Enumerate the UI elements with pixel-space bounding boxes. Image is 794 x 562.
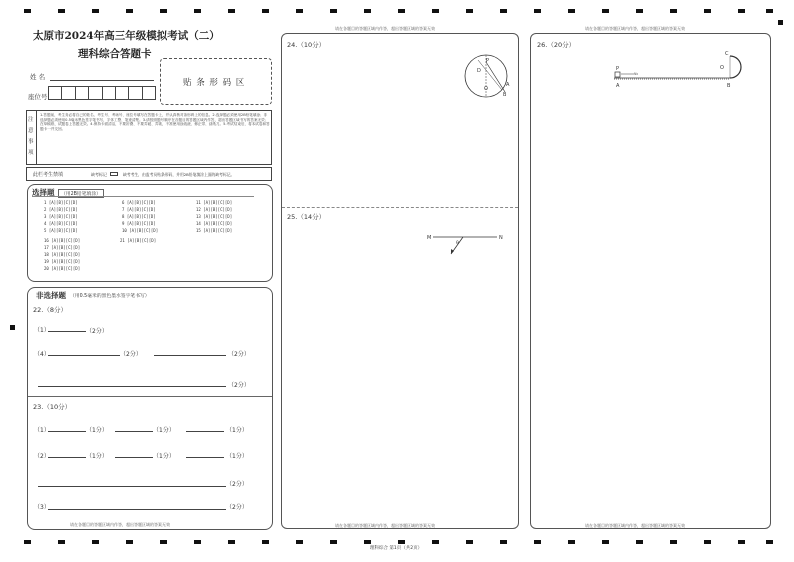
q23-part2-answer-a[interactable] [48,457,86,458]
q26-letter: P [616,66,620,72]
choice-title: 选择题 [32,188,55,197]
choice-divider [32,196,254,197]
choice-row[interactable]: 19 [A][B][C][D] [44,259,81,264]
q23-part2-score-a: （1分） [86,453,108,460]
q26-diagram [610,48,750,90]
notice-label: 注意事项 [28,117,34,156]
q22-part4-answer-a[interactable] [48,355,120,356]
choice-row[interactable]: 12 [A][B][C][D] [196,207,233,212]
q23-part2-answer-d[interactable] [38,486,226,487]
q25-letter: θ [456,241,459,246]
choice-row[interactable]: 10 [A][B][C][D] [122,228,159,233]
seat-number-boxes[interactable] [48,86,156,100]
q26-letter: C [725,51,729,57]
q23-part2-score-c: （1分） [226,453,248,460]
nonchoice-hint: （用0.5毫米的黑色墨水签字笔书写） [70,294,150,299]
seat-label: 座位号 [28,93,48,101]
q24-diagram [458,52,518,102]
choice-row[interactable]: 7 [A][B][C][D] [122,207,156,212]
absent-hint: 缺考标记 [91,172,107,177]
q23-part2-score-d: （2分） [226,481,248,488]
choice-row[interactable]: 16 [A][B][C][D] [44,238,81,243]
choice-row[interactable]: 6 [A][B][C][D] [122,200,156,205]
absent-box [26,167,272,181]
page-footer: 理科综合 第1页（共2页） [370,546,423,551]
barcode-label: 贴 条 形 码 区 [183,78,246,88]
choice-row[interactable]: 14 [A][B][C][D] [196,221,233,226]
q23-part1: （1） [34,427,50,434]
choice-row[interactable]: 13 [A][B][C][D] [196,214,233,219]
q25-letter: M [427,235,432,241]
q22-q23-divider [28,396,272,397]
absent-label: 此栏考生禁填 [33,172,64,178]
q26-label: 26.（20分） [537,41,576,49]
q26-letter: A [616,83,620,89]
choice-row[interactable]: 5 [A][B][C][D] [44,228,78,233]
choice-row[interactable]: 9 [A][B][C][D] [122,221,156,226]
q23-part2-score-b: （1分） [153,453,175,460]
q22-part4-answer-c[interactable] [38,386,226,387]
q22-part4-score-b: （2分） [228,351,250,358]
right-top-warning: 请在各题目的答题区域内作答，超出答题区域的答案无效 [585,26,685,31]
choice-row[interactable]: 4 [A][B][C][D] [44,221,78,226]
notice-text: 1.答题前，考生务必将自己的姓名、考生号、考场号、座位号填写在答题卡上，并认真核对条形码上的信息。2.选择题必须使用2B铅笔填涂；非选择题必须使用0.5毫米黑色签字笔书写，字体工整、笔迹清楚。3.请按照题号顺序在各题目的答题区域内作答，超出答题区域书写的答案无效；在草稿纸、试题卷上答题无效。4.保持卡面清洁，不要折叠、不要弄破、弄皱，不准使用涂改液、修正带、刮纸刀。5.考试结束后，将本试卷和答题卡一并交回。 [40,113,270,131]
notice-box [26,110,272,165]
q24-letter: B [503,92,507,98]
card-subtitle: 理科综合答题卡 [78,48,152,60]
choice-row[interactable]: 17 [A][B][C][D] [44,245,81,250]
choice-row[interactable]: 18 [A][B][C][D] [44,252,81,257]
name-field[interactable] [50,80,154,81]
q22-part4-answer-b[interactable] [154,355,226,356]
q24-label: 24.（10分） [287,41,326,49]
q22-part1: （1） [34,327,50,334]
q22-part4: （4） [34,351,50,358]
q23-part1-answer-b[interactable] [115,431,153,432]
q23-part1-score-c: （1分） [226,427,248,434]
q24-letter: A [506,82,510,88]
choice-row[interactable]: 1 [A][B][C][D] [44,200,78,205]
q23-part3: （3） [34,504,50,511]
nonchoice-title: 非选择题 [36,291,66,300]
q23-part3-score: （2分） [226,504,248,511]
absent-note: 缺考考生，由监考员贴条形码，并用2B铅笔填涂上面的缺考标记。 [123,172,235,177]
q24-letter: P [486,58,490,64]
q25-diagram [425,228,510,260]
exam-title: 太原市2024年高三年级模拟考试（二） [33,30,220,42]
q22-part4-score-c: （2分） [228,382,250,389]
left-bottom-warning: 请在各题目的答题区域内作答，超出答题区域的答案无效 [70,522,170,527]
q24-q25-panel [281,33,519,529]
q25-letter: N [499,235,503,241]
q22-part1-answer[interactable] [48,331,86,332]
mid-top-warning: 请在各题目的答题区域内作答，超出答题区域的答案无效 [335,26,435,31]
absent-checkbox[interactable] [110,172,118,176]
mid-bottom-warning: 请在各题目的答题区域内作答，超出答题区域的答案无效 [335,523,435,528]
q23-part1-answer-c[interactable] [186,431,224,432]
choice-row[interactable]: 2 [A][B][C][D] [44,207,78,212]
q22-part4-score-a: （2分） [120,351,142,358]
choice-row[interactable]: 20 [A][B][C][D] [44,266,81,271]
right-bottom-warning: 请在各题目的答题区域内作答，超出答题区域的答案无效 [585,523,685,528]
q26-letter: B [727,83,731,89]
q23-part2: （2） [34,453,50,460]
q24-letter: O [484,86,488,92]
choice-row[interactable]: 21 [A][B][C][D] [120,238,157,243]
choice-row[interactable]: 8 [A][B][C][D] [122,214,156,219]
name-label: 姓 名 [30,73,46,81]
choice-hint: （用2B铅笔填涂） [58,189,104,198]
q22-label: 22.（8分） [33,306,67,314]
q24-q25-divider [282,207,518,208]
q22-part1-score: （2分） [86,328,108,335]
q26-letter: O [720,65,724,71]
q26-letter: v₀ [634,71,638,76]
q23-label: 23.（10分） [33,403,72,411]
q26-panel [530,33,771,529]
choice-row[interactable]: 15 [A][B][C][D] [196,228,233,233]
barcode-area [160,58,272,105]
q23-part2-answer-c[interactable] [186,457,224,458]
q23-part1-answer-a[interactable] [48,431,86,432]
q25-label: 25.（14分） [287,213,326,221]
q23-part1-score-b: （1分） [153,427,175,434]
q24-letter: D [477,68,481,74]
q23-part3-answer[interactable] [48,509,226,510]
q23-part1-score-a: （1分） [86,427,108,434]
choice-row[interactable]: 11 [A][B][C][D] [196,200,233,205]
q23-part2-answer-b[interactable] [115,457,153,458]
choice-row[interactable]: 3 [A][B][C][D] [44,214,78,219]
